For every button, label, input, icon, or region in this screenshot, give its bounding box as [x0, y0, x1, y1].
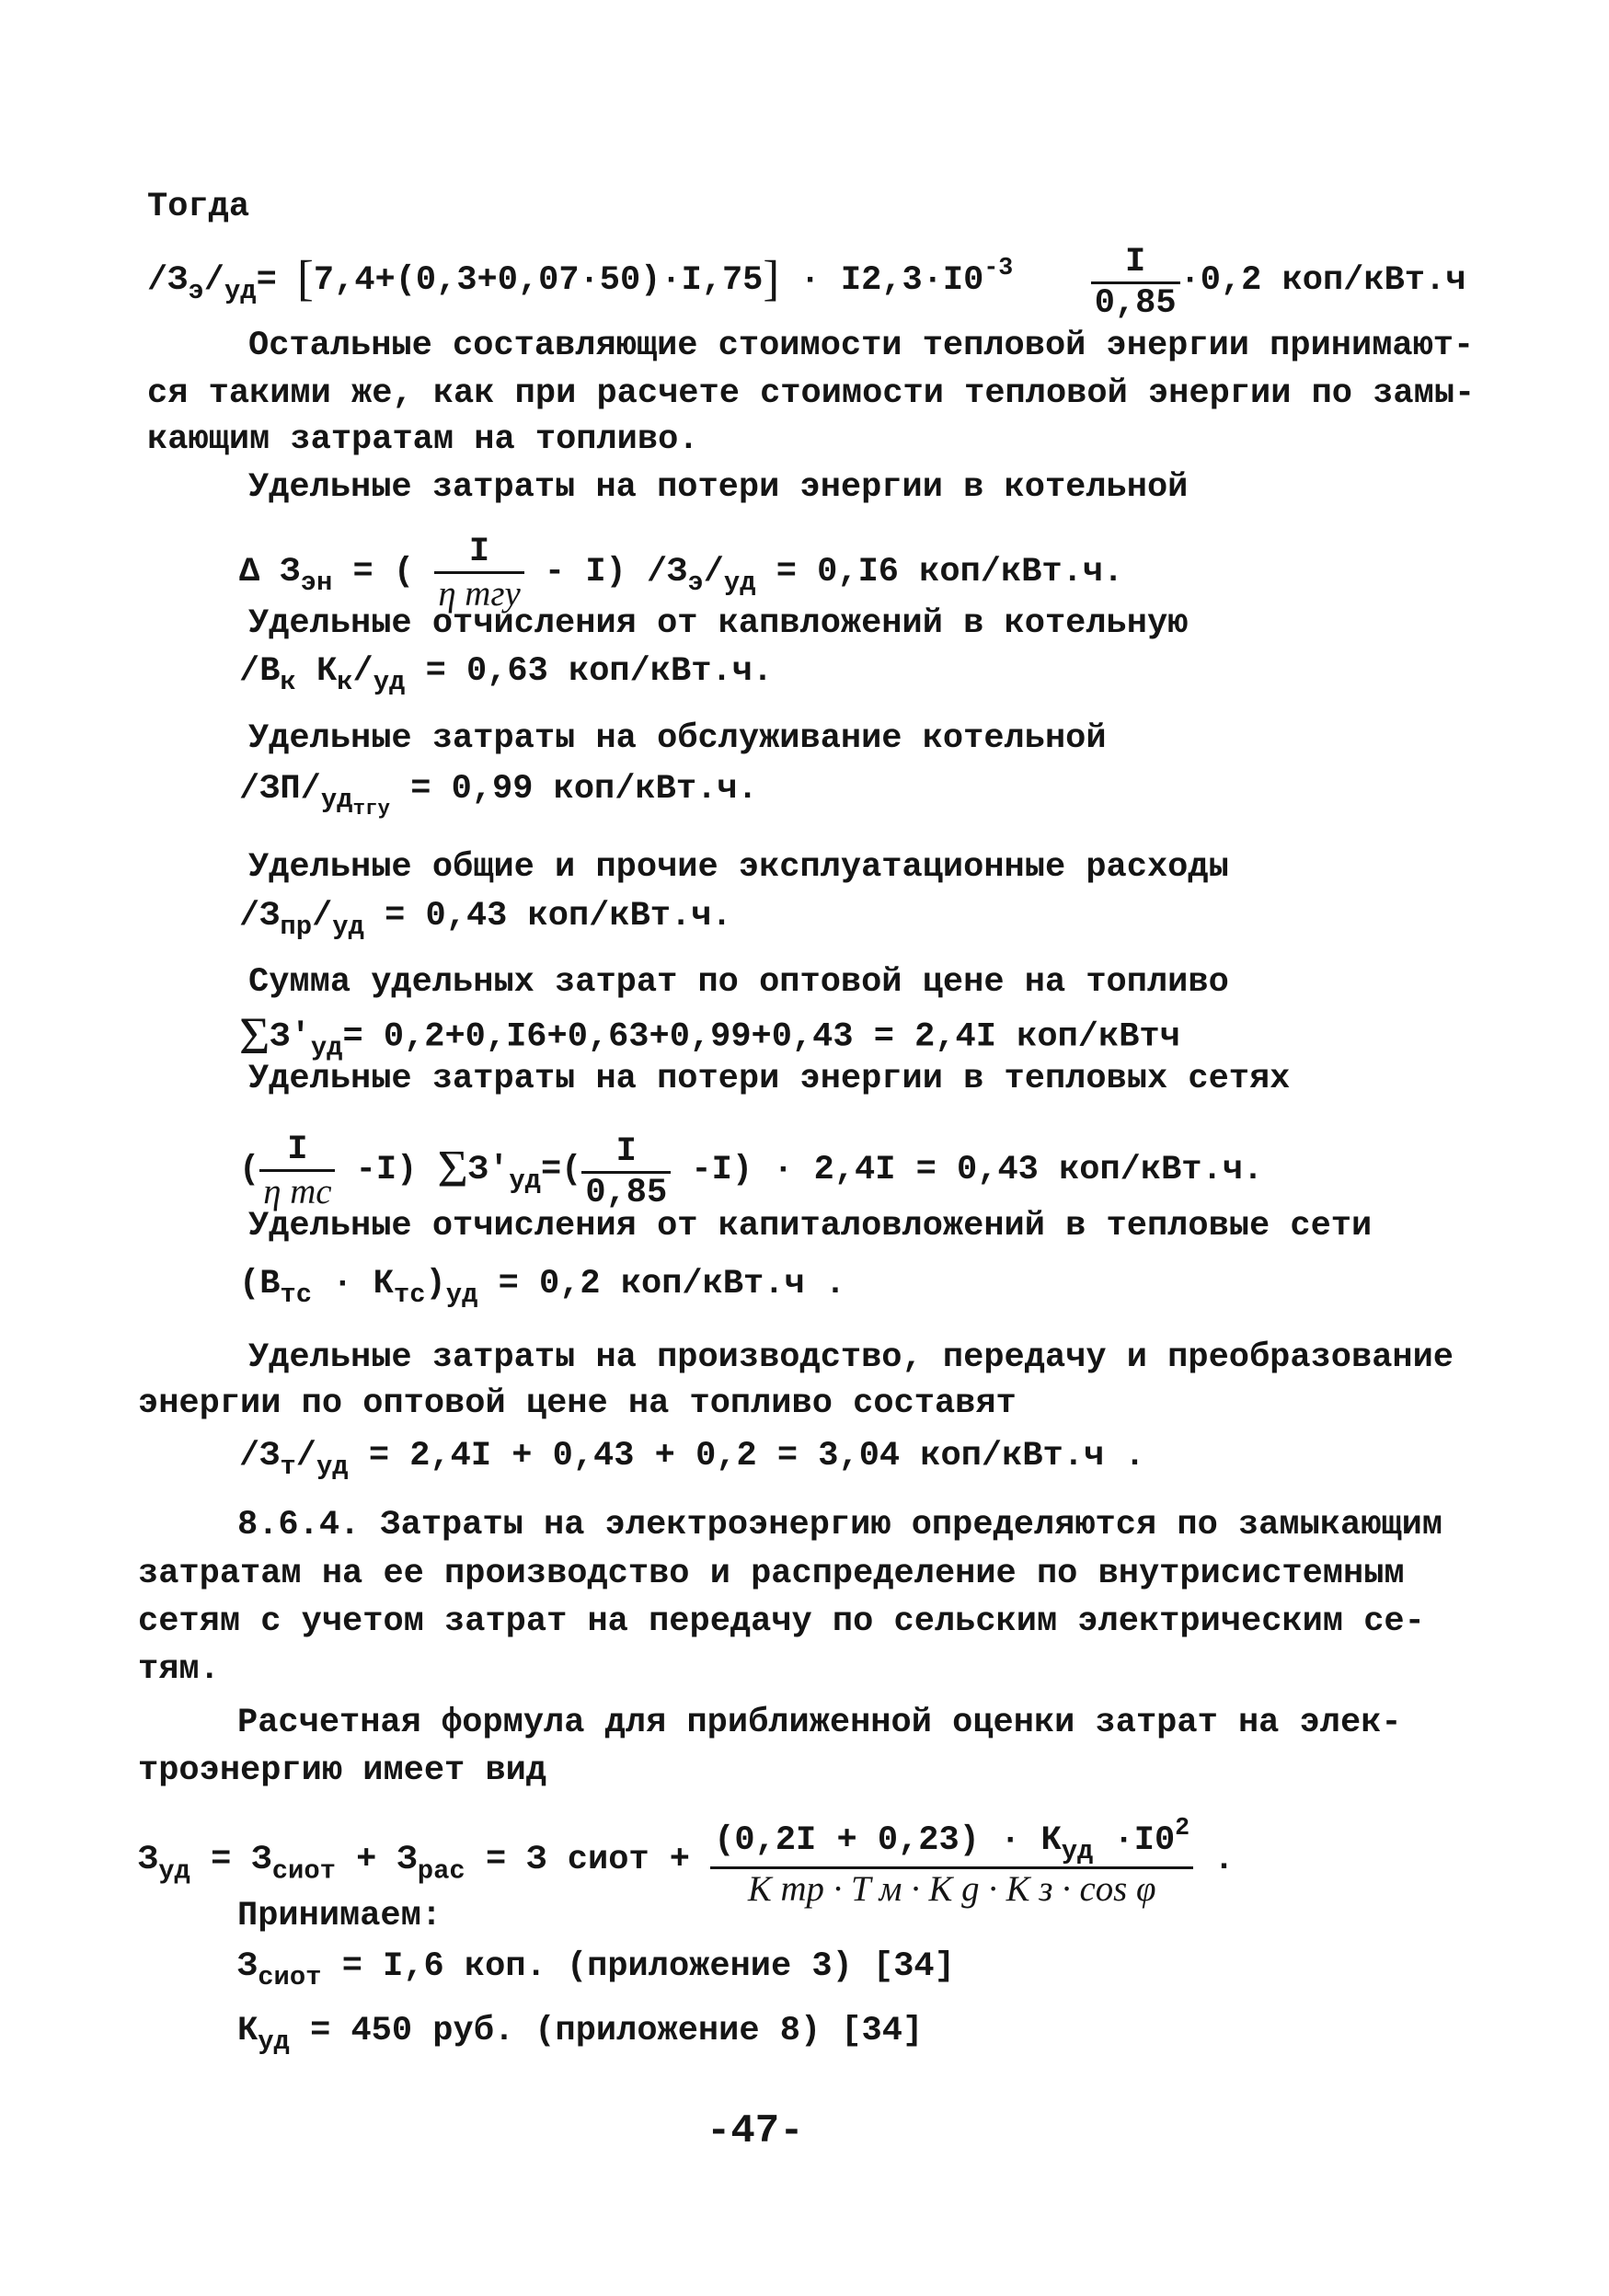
formula-electricity-cost: $З_{уд} = З_{сиот} + З_{рас} = З$ сиот + $\frac{(0,2I + 0,23) \cdot К_{уд} \cdot I0^2}{\text{K тр · T м · K g · K з · cos φ}}$ . [138, 1813, 1235, 1909]
formula-accept-sniot: $З_{сиот} = I,6$ коп. (приложение 3) [34] [237, 1947, 955, 1993]
heading-network-loss: Удельные затраты на потери энергии в тепловых сетях [248, 1060, 1291, 1098]
formula-other-expenses: $/З_{пр}/_{уд} = 0,43$ коп/кВт.ч. [239, 897, 732, 943]
intro-word: Тогда [147, 188, 250, 226]
paragraph-line: Остальные составляющие стоимости тепловой энергии принимают- [248, 327, 1475, 365]
formula-accept-kud: $К_{уд} = 450$ руб. (приложение 8) [34] [237, 2012, 924, 2058]
heading-boiler-service: Удельные затраты на обслуживание котельной [248, 719, 1107, 758]
heading-boiler-capital: Удельные отчисления от капвложений в котельную [248, 604, 1189, 643]
paragraph-line: тям. [138, 1650, 220, 1689]
formula-boiler-loss: Δ $З_{эн}$ = ( $\frac{I}{\text{η тгу}}$ - I) $/З_э/_{уд} = 0,I6$ коп/кВт.ч. [239, 532, 1124, 614]
formula-energy-cost: $/З_э/_{уд}= [7,4+(0,3+0,07\cdot 50)\cdot I,75] \cdot I2,3\cdot I0^{-3}$ $\frac{I}{0,85}$ ·0,2 коп/кВт.ч [147, 242, 1466, 324]
formula-network-capital: $(В_{тс} \cdot К_{тс})_{уд} = 0,2$ коп/кВт.ч . [239, 1265, 846, 1311]
paragraph-line: энергии по оптовой цене на топливо составят [138, 1384, 1017, 1423]
heading-other-expenses: Удельные общие и прочие эксплуатационные расходы [248, 848, 1229, 887]
formula-network-loss: ( $\frac{I}{\text{η тс}}$ -I) $\Sigma З'_{уд}=$( $\frac{I}{0,85}$ -I) · 2,4I = 0,43 коп/кВт.ч. [239, 1130, 1264, 1213]
heading-network-capital: Удельные отчисления от капиталовложений в тепловые сети [248, 1207, 1373, 1246]
paragraph-line: 8.6.4. Затраты на электроэнергию определяются по замыкающим [237, 1506, 1443, 1544]
paragraph-line: сетям с учетом затрат на передачу по сельским электрическим се- [138, 1602, 1425, 1641]
formula-total-cost: $/З_т/_{уд} = 2,4I + 0,43 + 0,2 = 3,04$ коп/кВт.ч . [239, 1437, 1145, 1483]
heading-boiler-loss: Удельные затраты на потери энергии в котельной [248, 468, 1189, 507]
formula-boiler-service: $/ЗП/_{уд_{тгу}} = 0,99$ коп/кВт.ч. [239, 770, 758, 821]
accept-heading: Принимаем: [237, 1897, 442, 1935]
formula-boiler-capital: $/В_к$ $К_к/_{уд} = 0,63$ коп/кВт.ч. [239, 652, 774, 698]
paragraph-line: кающим затратам на топливо. [147, 420, 699, 459]
paragraph-line: Удельные затраты на производство, передачу и преобразование [248, 1338, 1454, 1377]
formula-cost-sum: $\Sigma З'_{уд}= 0,2+0,I6+0,63+0,99+0,43 = 2,4I$ коп/кВтч [239, 1007, 1180, 1065]
page-number: -47- [707, 2108, 804, 2154]
paragraph-line: Расчетная формула для приближенной оценки затрат на элек- [237, 1704, 1402, 1742]
paragraph-line: троэнергию имеет вид [138, 1751, 547, 1790]
heading-cost-sum: Сумма удельных затрат по оптовой цене на топливо [248, 963, 1229, 1002]
paragraph-line: ся такими же, как при расчете стоимости тепловой энергии по замы- [147, 374, 1476, 413]
paragraph-line: затратам на ее производство и распределение по внутрисистемным [138, 1555, 1405, 1593]
